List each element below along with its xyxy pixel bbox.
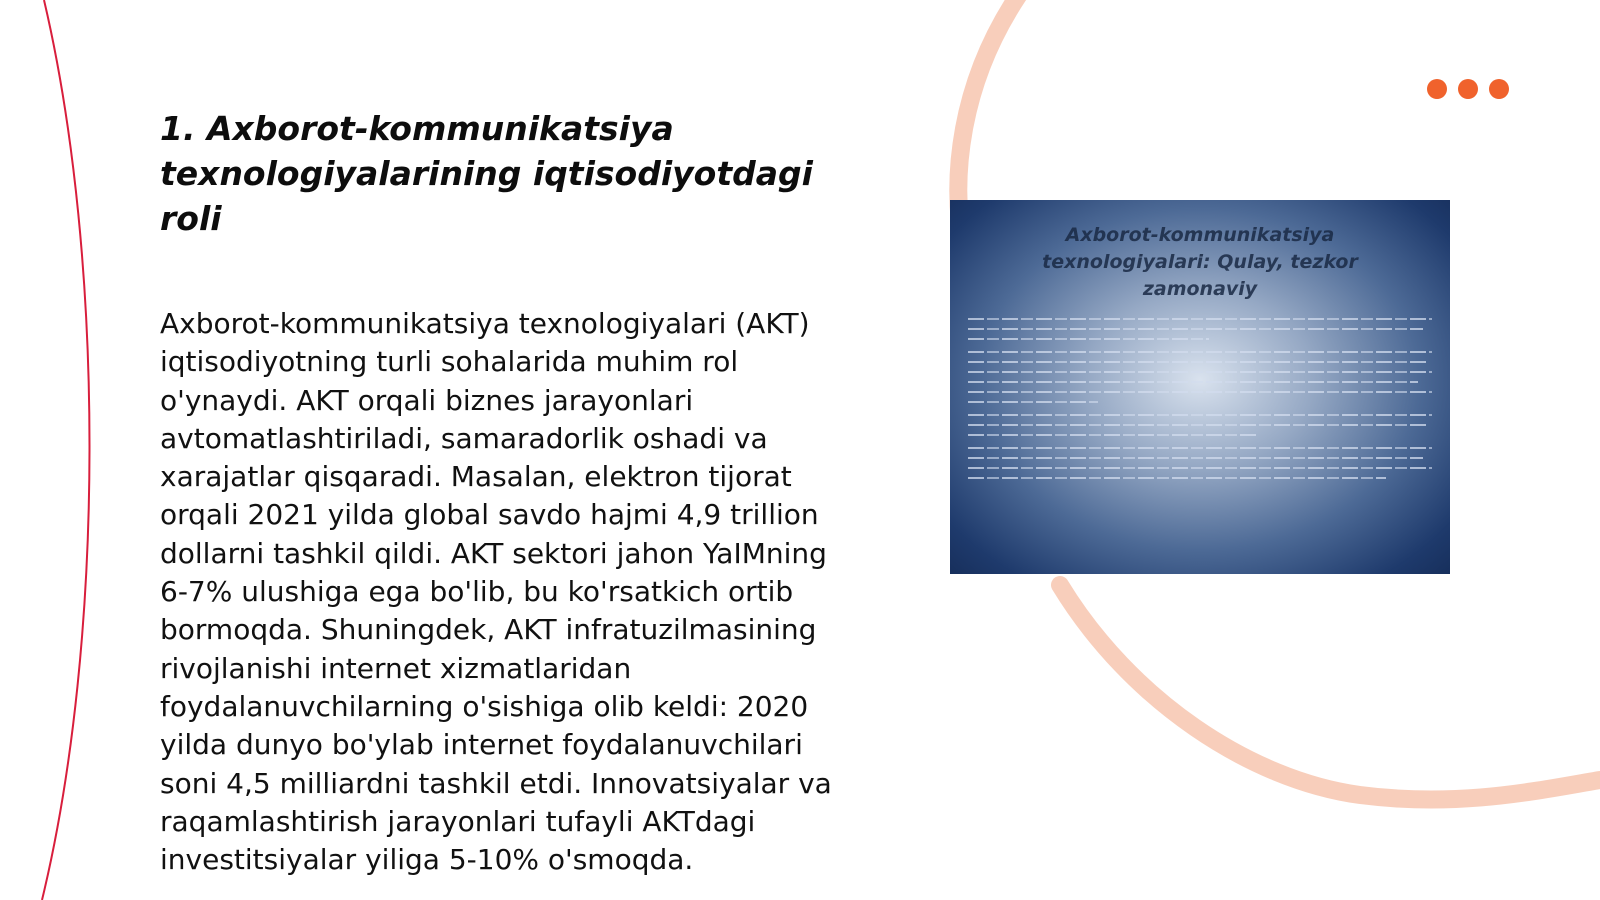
decorative-arc-lower [1060, 585, 1600, 800]
image-paragraph [968, 351, 1432, 403]
image-text-lines [968, 318, 1432, 490]
slide-image [950, 200, 1450, 574]
image-paragraph [968, 318, 1432, 340]
image-paragraph [968, 414, 1432, 436]
image-title: Axborot-kommunikatsiya texnologiyalari: Qulay, tezkor zamonaviy [1042, 224, 1358, 300]
dot-icon [1427, 79, 1447, 99]
left-curve-line [42, 0, 90, 900]
image-paragraph [968, 447, 1432, 479]
dot-icon [1489, 79, 1509, 99]
slide-title: 1. Axborot-kommunikatsiya texnologiyalarining iqtisodiyotdagi roli [160, 109, 813, 238]
slide-body-text: Axborot-kommunikatsiya texnologiyalari (AKT) iqtisodiyotning turli sohalarida muhim rol o'ynaydi. AKT orqali biznes jarayonlari avtomatlashtiriladi, samaradorlik oshadi va xarajatlar qisqaradi. Masalan, elektron tijorat orqali 2021 yilda global savdo hajmi 4,9 trillion dollarni tashkil qildi. AKT sektori jahon YaIMning 6-7% ulushiga ega bo'lib, bu ko'rsatkich ortib bormoqda. Shuningdek, AKT infratuzilmasining rivojlanishi internet xizmatlaridan foydalanuvchilarning o'sishiga olib keldi: 2020 yilda dunyo bo'ylab internet foydalanuvchilari soni 4,5 milliardni tashkil etdi. Innovatsiyalar va raqamlashtirish jarayonlari tufayli AKTdagi investitsiyalar yiliga 5-10% o'smoqda. [160, 307, 832, 877]
more-dots-icon [1427, 79, 1509, 99]
dot-icon [1458, 79, 1478, 99]
